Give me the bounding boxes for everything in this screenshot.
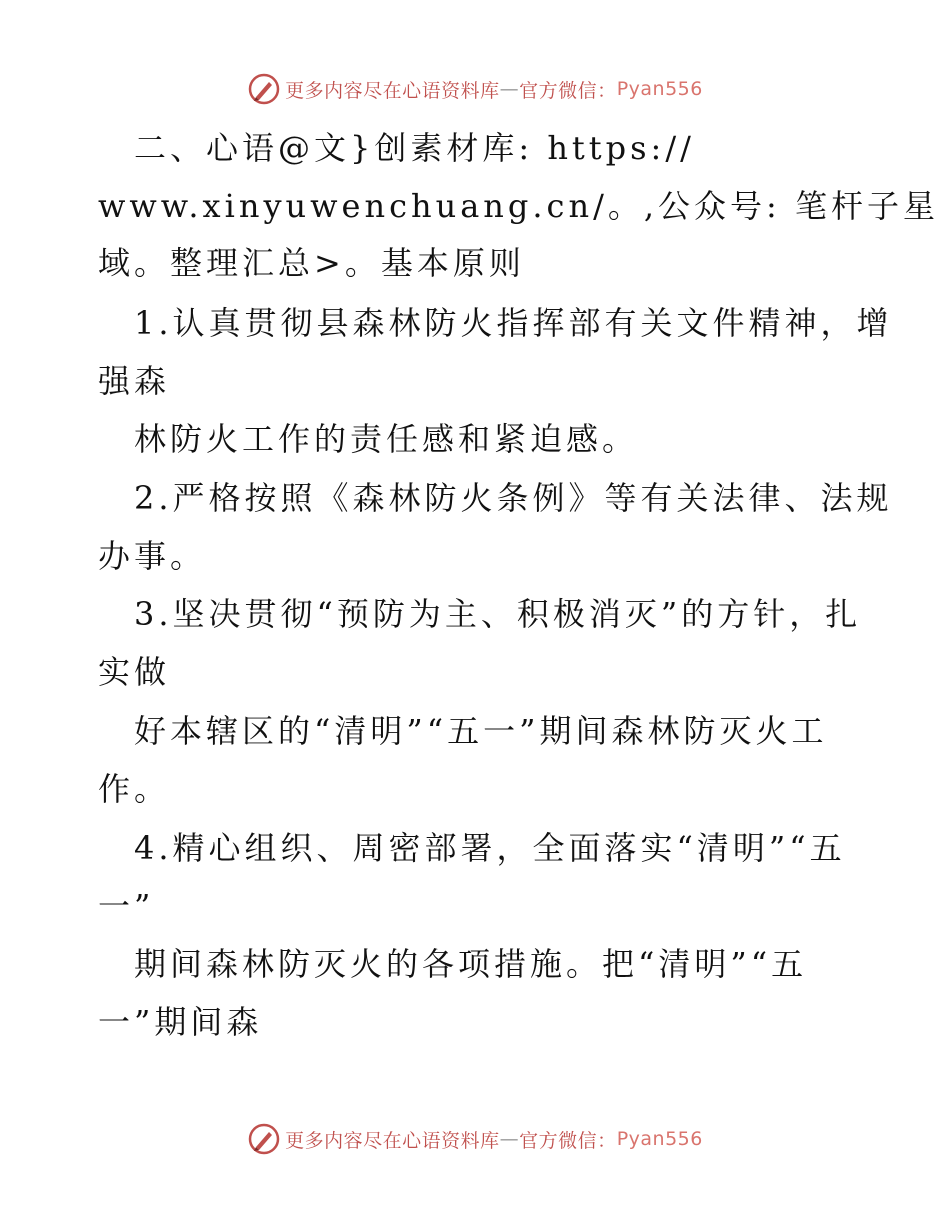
watermark-dash: — bbox=[499, 1128, 520, 1150]
watermark-suffix-text: 官方微信： bbox=[519, 1129, 617, 1152]
text-line: 办事。 bbox=[98, 537, 207, 575]
pen-logo-icon bbox=[247, 1122, 281, 1156]
watermark-wechat-id: Pyan556 bbox=[616, 1128, 703, 1150]
text-line: 期间森林防灭火的各项措施。把“清明”“五 bbox=[134, 945, 808, 983]
text-line: 一” bbox=[98, 887, 155, 925]
watermark-dash: — bbox=[499, 78, 520, 100]
pen-logo-icon bbox=[247, 72, 281, 106]
watermark-main-text: 更多内容尽在心语资料库 bbox=[285, 1129, 500, 1152]
watermark-wechat-id: Pyan556 bbox=[616, 78, 703, 100]
text-line: 1.认真贯彻县森林防火指挥部有关文件精神，增 bbox=[134, 304, 893, 342]
text-line: 好本辖区的“清明”“五一”期间森林防灭火工 bbox=[134, 712, 828, 750]
text-line: 强森 bbox=[98, 362, 171, 400]
text-line: 3.坚决贯彻“预防为主、积极消灭”的方针，扎 bbox=[134, 595, 862, 633]
text-line: 林防火工作的责任感和紧迫感。 bbox=[134, 420, 639, 458]
watermark-header bbox=[0, 72, 950, 106]
text-line: 一”期间森 bbox=[98, 1003, 263, 1041]
watermark-suffix-text: 官方微信： bbox=[519, 79, 617, 102]
text-line: www.xinyuwenchuang.cn/。,公众号: 笔杆子星 bbox=[98, 187, 939, 225]
text-line: 域。整理汇总>。基本原则 bbox=[98, 244, 525, 282]
text-line: 2.严格按照《森林防火条例》等有关法律、法规 bbox=[134, 479, 893, 517]
text-line: 作。 bbox=[98, 770, 171, 808]
text-line: 二、心语@文}创素材库: https:// bbox=[134, 129, 695, 167]
text-line: 4.精心组织、周密部署，全面落实“清明”“五 bbox=[134, 829, 846, 867]
text-line: 实做 bbox=[98, 653, 171, 691]
watermark-main-text: 更多内容尽在心语资料库 bbox=[285, 79, 500, 102]
watermark-footer bbox=[0, 1122, 950, 1156]
